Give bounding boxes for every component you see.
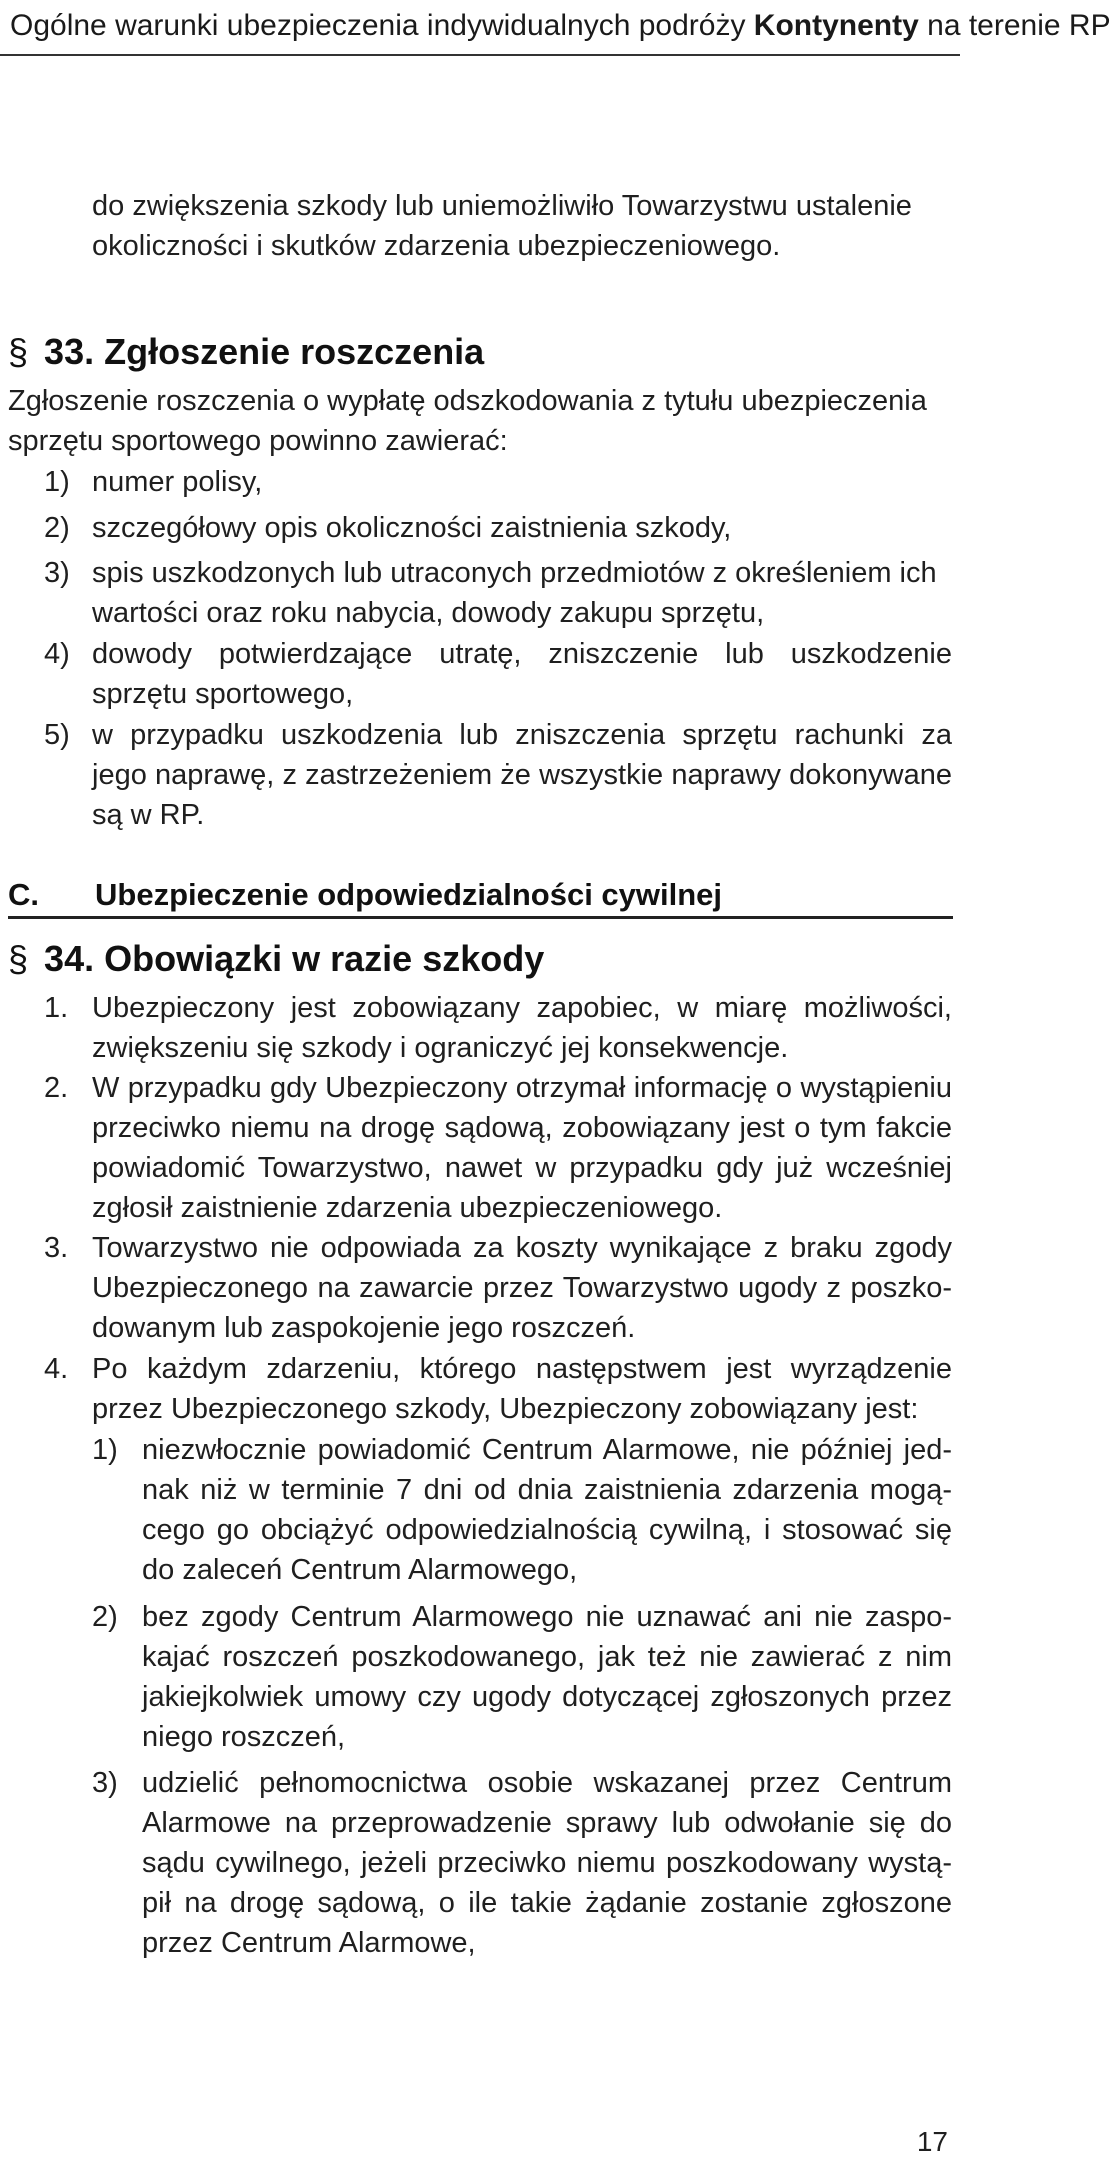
page-number: 17 [916, 2126, 948, 2157]
list-item [44, 462, 952, 502]
header-title-product: Kontynenty [753, 9, 919, 42]
paragraph-line: sprzętu sportowego powinno zawierać: [8, 425, 508, 457]
list-item [44, 1228, 952, 1348]
section-34-heading [8, 937, 544, 981]
sub-list-item-number: 3) [92, 1767, 118, 1799]
sub-list-item-line: bez zgody Centrum Alarmowego nie uznawać ani nie zaspo- [142, 1601, 952, 1633]
sub-list-item-number: 2) [92, 1601, 118, 1633]
list-item-line: Po każdym zdarzeniu, którego następstwem jest wyrządzenie [92, 1353, 952, 1385]
header-rule [0, 54, 960, 56]
sub-list-item-number: 1) [92, 1434, 118, 1466]
list-item-line: w przypadku uszkodzenia lub zniszczenia sprzętu rachunki za [92, 719, 952, 751]
intro-line: okoliczności i skutków zdarzenia ubezpieczeniowego. [92, 230, 781, 262]
sub-list-item-line: cego go obciążyć odpowiedzialnością cywilną, i stosować się [142, 1514, 952, 1546]
list-item-line: szczegółowy opis okoliczności zaistnienia szkody, [92, 512, 732, 544]
list-item-number: 4. [44, 1353, 69, 1385]
list-item [44, 988, 952, 1068]
list-item-line: dowody potwierdzające utratę, zniszczenie lub uszkodzenie [92, 638, 952, 670]
list-item-number: 2) [44, 512, 70, 544]
list-item-line: przez Ubezpieczonego szkody, Ubezpieczony zobowiązany jest: [92, 1393, 919, 1425]
list-item-line: jego naprawę, z zastrzeżeniem że wszystkie naprawy dokonywane [92, 759, 952, 791]
sub-list-item-line: pił na drogę sądową, o ile takie żądanie zostanie zgłoszone [142, 1887, 952, 1919]
section-33-intro [8, 381, 953, 461]
sub-list-item-line: niego roszczeń, [142, 1721, 346, 1753]
section-c-letter: C. [8, 877, 39, 912]
list-item-line: są w RP. [92, 799, 205, 831]
list-item-number: 3. [44, 1232, 69, 1264]
list-item-number: 4) [44, 638, 70, 670]
list-item-number: 1. [44, 992, 69, 1024]
list-item-number: 1) [44, 466, 70, 498]
list-item-line: Towarzystwo nie odpowiada za koszty wynikające z braku zgody [92, 1232, 952, 1264]
list-item-line: W przypadku gdy Ubezpieczony otrzymał informację o wystąpieniu [92, 1072, 952, 1104]
running-header [10, 6, 1111, 46]
section-c-title: Ubezpieczenie odpowiedzialności cywilnej [95, 877, 723, 912]
list-item-line: Ubezpieczonego na zawarcie przez Towarzystwo ugody z poszko- [92, 1272, 952, 1304]
header-title-tail: na terenie RP [927, 9, 1111, 42]
sub-list-item-line: jakiejkolwiek umowy czy ugody dotyczącej zgłoszonych przez [142, 1681, 952, 1713]
sub-list-item-line: przez Centrum Alarmowe, [142, 1927, 476, 1959]
list-item [44, 1349, 952, 1429]
section-34-title: 34. Obowiązki w razie szkody [44, 938, 545, 979]
sub-list-item [92, 1430, 952, 1590]
list-item-number: 5) [44, 719, 70, 751]
list-item-line: sprzętu sportowego, [92, 678, 354, 710]
sub-list-item-line: kajać roszczeń poszkodowanego, jak też nie zawierać z nim [142, 1641, 952, 1673]
header-title-main: Ogólne warunki ubezpieczenia indywidualnych podróży [10, 9, 746, 42]
sub-list-item-line: udzielić pełnomocnictwa osobie wskazanej przez Centrum [142, 1767, 952, 1799]
sub-list-item-line: Alarmowe na przeprowadzenie sprawy lub odwołanie się do [142, 1807, 952, 1839]
list-item-number: 2. [44, 1072, 69, 1104]
section-c-rule [8, 916, 953, 919]
list-item-line: numer polisy, [92, 466, 263, 498]
section-sign: § [8, 938, 29, 979]
intro-continuation [92, 186, 952, 266]
list-item-line: przeciwko niemu na drogę sądową, zobowiązany jest o tym fakcie [92, 1112, 952, 1144]
list-item [44, 1068, 952, 1228]
sub-list-item-line: sądu cywilnego, jeżeli przeciwko niemu poszkodowany wystą- [142, 1847, 952, 1879]
list-item-line: Ubezpieczony jest zobowiązany zapobiec, w miarę możliwości, [92, 992, 952, 1024]
paragraph-line: Zgłoszenie roszczenia o wypłatę odszkodowania z tytułu ubezpieczenia [8, 385, 927, 417]
list-item-line: powiadomić Towarzystwo, nawet w przypadku gdy już wcześniej [92, 1152, 952, 1184]
sub-list-item-line: niezwłocznie powiadomić Centrum Alarmowe, nie później jed- [142, 1434, 952, 1466]
list-item [44, 634, 952, 714]
list-item [44, 715, 952, 835]
intro-line: do zwiększenia szkody lub uniemożliwiło Towarzystwu ustalenie [92, 190, 912, 222]
list-item-line: zwiększeniu się szkody i ograniczyć jej konsekwencje. [92, 1032, 789, 1064]
section-33-title: 33. Zgłoszenie roszczenia [44, 331, 485, 372]
list-item-line: wartości oraz roku nabycia, dowody zakupu sprzętu, [92, 597, 765, 629]
sub-list-item [92, 1597, 952, 1757]
list-item-number: 3) [44, 557, 70, 589]
section-33-heading [8, 330, 484, 374]
list-item-line: dowanym lub zaspokojenie jego roszczeń. [92, 1312, 636, 1344]
list-item-line: zgłosił zaistnienie zdarzenia ubezpieczeniowego. [92, 1192, 723, 1224]
sub-list-item [92, 1763, 952, 1963]
list-item-line: spis uszkodzonych lub utraconych przedmiotów z określeniem ich [92, 557, 937, 589]
list-item [44, 508, 952, 548]
sub-list-item-line: do zaleceń Centrum Alarmowego, [142, 1554, 578, 1586]
section-sign: § [8, 331, 29, 372]
sub-list-item-line: nak niż w terminie 7 dni od dnia zaistnienia zdarzenia mogą- [142, 1474, 952, 1506]
list-item [44, 553, 952, 633]
